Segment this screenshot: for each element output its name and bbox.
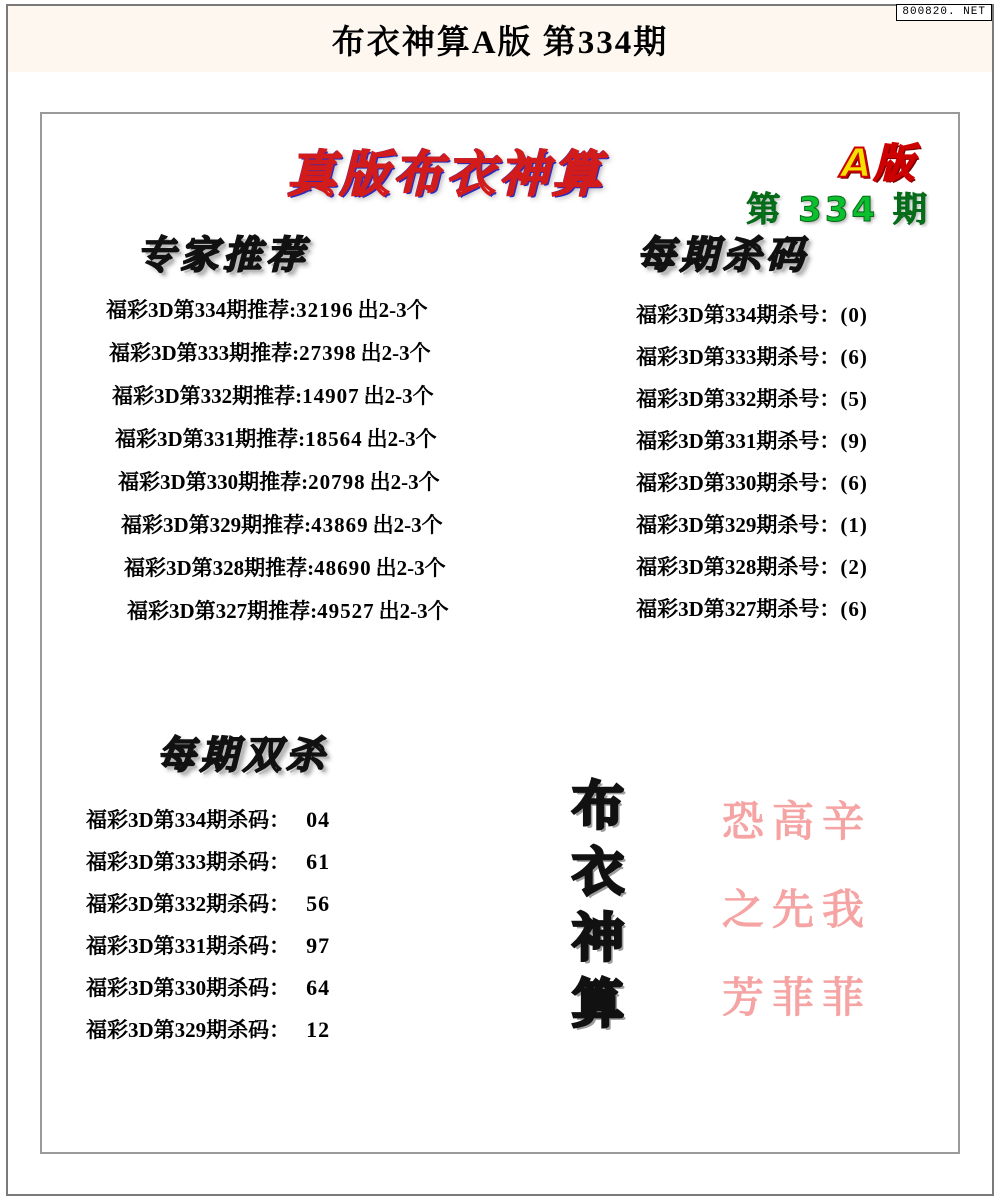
row-number: 12: [306, 1017, 331, 1042]
row-label: 福彩3D第331期杀号：: [636, 429, 841, 453]
row-label: 福彩3D第328期杀号：: [636, 555, 841, 579]
list-item: [552, 467, 952, 509]
row-label: 福彩3D第328期推荐:: [124, 556, 315, 580]
page-title: 布衣神算A版 第334期: [331, 24, 669, 61]
kill-list: [552, 299, 952, 635]
list-item: [72, 294, 522, 337]
list-item: [75, 337, 522, 380]
row-number: 56: [306, 891, 331, 916]
row-number: (6): [840, 597, 868, 621]
list-item: [52, 846, 482, 888]
row-number: (2): [840, 555, 868, 579]
list-item: [87, 509, 522, 552]
kill-section-heading: 每期杀码: [637, 233, 810, 277]
row-number: 20798: [308, 470, 366, 494]
list-item: [90, 552, 522, 595]
list-item: [52, 930, 482, 972]
list-item: [52, 972, 482, 1014]
list-item: [52, 1014, 482, 1056]
site-watermark: 800820. NET: [896, 4, 992, 21]
list-item: [552, 299, 952, 341]
list-item: [93, 595, 522, 638]
list-item: [552, 383, 952, 425]
row-number: 48690: [314, 556, 372, 580]
vertical-brand-char: 布: [571, 777, 624, 837]
row-number: 61: [306, 849, 331, 874]
issue-badge: 第 334 期: [746, 190, 930, 230]
poster-page: [6, 4, 994, 1196]
list-item: [552, 425, 952, 467]
row-label: 福彩3D第331期推荐:: [115, 427, 306, 451]
row-label: 福彩3D第333期推荐:: [109, 341, 300, 365]
row-label: 福彩3D第334期推荐:: [106, 298, 297, 322]
row-label: 福彩3D第330期杀码：: [86, 976, 291, 1000]
list-item: [78, 380, 522, 423]
expert-list: [72, 294, 522, 638]
row-tail: 出2-3个: [357, 298, 428, 322]
list-item: [81, 423, 522, 466]
vertical-brand-char: 算: [571, 975, 624, 1035]
row-number: 18564: [305, 427, 363, 451]
double-kill-list: [52, 804, 482, 1056]
row-number: (0): [840, 303, 868, 327]
row-label: 福彩3D第327期杀号：: [636, 597, 841, 621]
list-item: [52, 888, 482, 930]
list-item: [84, 466, 522, 509]
poem-block: [682, 779, 912, 1043]
list-item: [552, 341, 952, 383]
poem-line: 之先我: [721, 888, 872, 934]
expert-section-heading: 专家推荐: [137, 233, 310, 277]
row-tail: 出2-3个: [378, 599, 449, 623]
row-label: 福彩3D第333期杀码：: [86, 850, 291, 874]
row-label: 福彩3D第327期推荐:: [127, 599, 318, 623]
double-kill-section-heading: 每期双杀: [157, 733, 330, 777]
page-title-bar: [8, 6, 992, 72]
row-label: 福彩3D第332期推荐:: [112, 384, 303, 408]
poem-line: 芳菲菲: [721, 976, 872, 1022]
row-label: 福彩3D第329期推荐:: [121, 513, 312, 537]
row-number: 27398: [299, 341, 357, 365]
row-number: 49527: [317, 599, 375, 623]
row-label: 福彩3D第332期杀号：: [636, 387, 841, 411]
row-label: 福彩3D第329期杀码：: [86, 1018, 291, 1042]
vertical-brand-char: 神: [571, 909, 624, 969]
brand-logo: 真版布衣神算: [287, 146, 606, 203]
poem-line: 恐高辛: [721, 800, 872, 846]
row-number: (6): [840, 471, 868, 495]
list-item: [552, 593, 952, 635]
row-label: 福彩3D第329期杀号：: [636, 513, 841, 537]
version-badge: A版: [841, 141, 916, 187]
row-number: 64: [306, 975, 331, 1000]
row-tail: 出2-3个: [369, 470, 440, 494]
row-number: (1): [840, 513, 868, 537]
row-label: 福彩3D第330期推荐:: [118, 470, 309, 494]
row-tail: 出2-3个: [360, 341, 431, 365]
row-tail: 出2-3个: [366, 427, 437, 451]
row-number: 97: [306, 933, 331, 958]
row-number: (9): [840, 429, 868, 453]
row-number: 04: [306, 807, 331, 832]
row-number: (5): [840, 387, 868, 411]
row-label: 福彩3D第330期杀号：: [636, 471, 841, 495]
row-number: 43869: [311, 513, 369, 537]
row-tail: 出2-3个: [363, 384, 434, 408]
row-tail: 出2-3个: [372, 513, 443, 537]
vertical-brand-block: [550, 774, 646, 1038]
row-number: (6): [840, 345, 868, 369]
row-label: 福彩3D第331期杀码：: [86, 934, 291, 958]
row-number: 14907: [302, 384, 360, 408]
list-item: [552, 509, 952, 551]
row-label: 福彩3D第332期杀码：: [86, 892, 291, 916]
row-label: 福彩3D第334期杀号：: [636, 303, 841, 327]
list-item: [552, 551, 952, 593]
poster-card: [40, 112, 960, 1154]
vertical-brand-char: 衣: [571, 843, 624, 903]
list-item: [52, 804, 482, 846]
row-label: 福彩3D第333期杀号：: [636, 345, 841, 369]
row-tail: 出2-3个: [375, 556, 446, 580]
row-label: 福彩3D第334期杀码：: [86, 808, 291, 832]
row-number: 32196: [296, 298, 354, 322]
